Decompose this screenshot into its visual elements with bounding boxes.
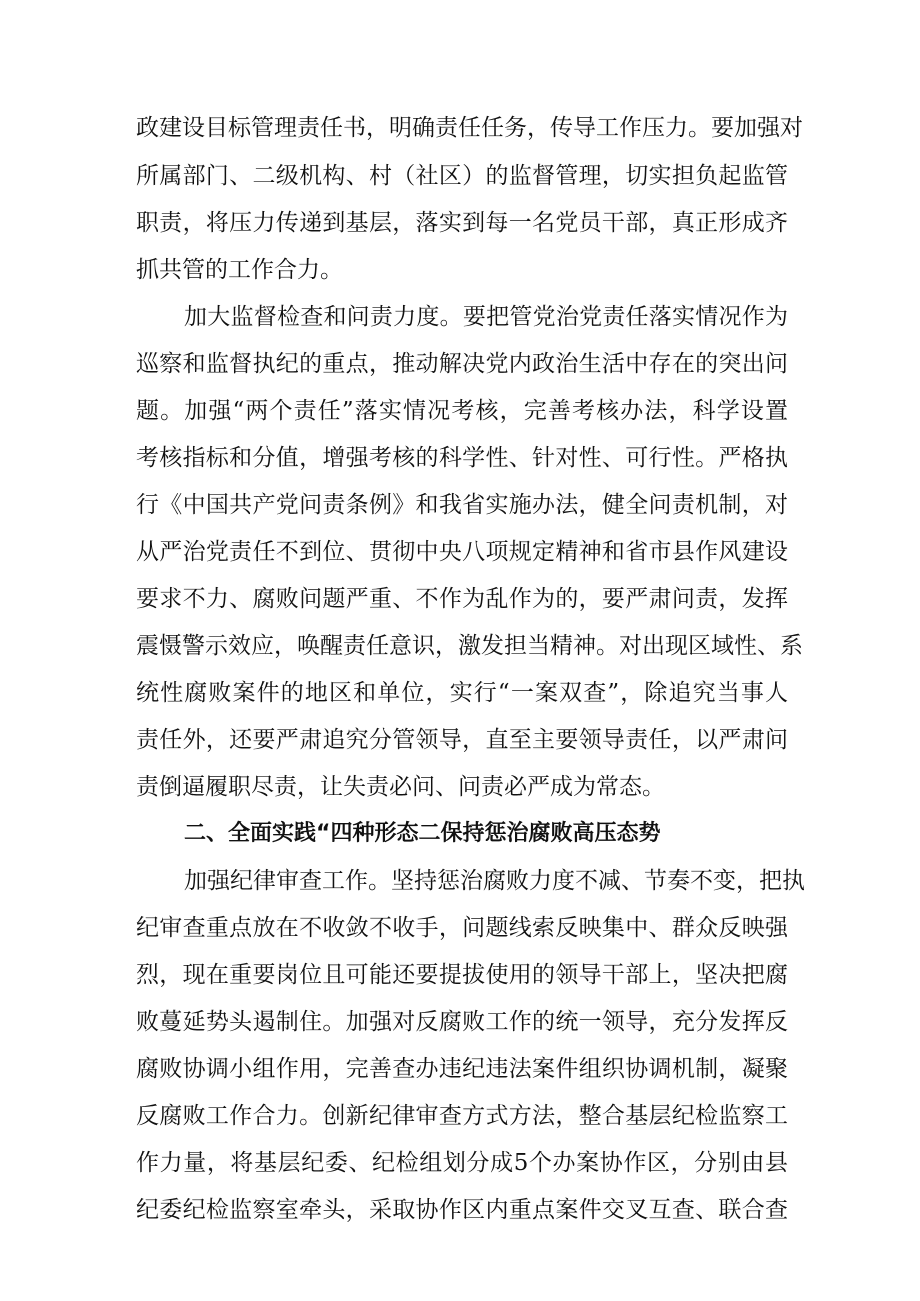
paragraph-line: 所属部门、二级机构、村（社区）的监督管理，切实担负起监管: [136, 163, 788, 189]
paragraph-line: 行《中国共产党问责条例》和我省实施办法，健全问责机制，对: [136, 492, 788, 518]
section-heading: 二、全面实践“四种形态二保持惩治腐败高压态势: [184, 821, 661, 846]
paragraph-line: 作力量，将基层纪委、纪检组划分成5个办案协作区，分别由县: [136, 1150, 788, 1176]
paragraph-line: 烈，现在重要岗位且可能还要提拔使用的领导干部上，坚决把腐: [136, 962, 788, 988]
paragraph-line: 从严治党责任不到位、贯彻中央八项规定精神和省市县作风建设: [136, 539, 788, 565]
paragraph-line: 职责，将压力传递到基层，落实到每一名党员干部，真正形成齐: [136, 210, 788, 236]
paragraph-line: 纪审查重点放在不收敛不收手，问题线索反映集中、群众反映强: [136, 915, 788, 941]
paragraph-line: 统性腐败案件的地区和单位，实行“一案双查”，除追究当事人: [136, 680, 788, 706]
paragraph-line: 加强纪律审查工作。坚持惩治腐败力度不减、节奏不变，把执: [184, 868, 805, 894]
paragraph-line: 腐败协调小组作用，完善查办违纪违法案件组织协调机制，凝聚: [136, 1056, 788, 1082]
paragraph-line: 题。加强“两个责任”落实情况考核，完善考核办法，科学设置: [136, 398, 788, 424]
paragraph-line: 反腐败工作合力。创新纪律审查方式方法，整合基层纪检监察工: [136, 1103, 788, 1129]
paragraph-line: 抓共管的工作合力。: [136, 257, 343, 283]
paragraph-line: 责倒逼履职尽责，让失责必问、问责必严成为常态。: [136, 774, 665, 800]
paragraph-line: 纪委纪检监察室牵头，采取协作区内重点案件交叉互查、联合查: [136, 1197, 788, 1223]
paragraph-line: 政建设目标管理责任书，明确责任任务，传导工作压力。要加强对: [136, 115, 803, 141]
paragraph-line: 要求不力、腐败问题严重、不作为乱作为的，要严肃问责，发挥: [136, 586, 788, 612]
paragraph-line: 加大监督检查和问责力度。要把管党治党责任落实情况作为: [184, 304, 788, 330]
paragraph-line: 责任外，还要严肃追究分管领导，直至主要领导责任，以严肃问: [136, 727, 788, 753]
paragraph-line: 败蔓延势头遏制住。加强对反腐败工作的统一领导，充分发挥反: [136, 1009, 788, 1035]
paragraph-line: 巡察和监督执纪的重点，推动解决党内政治生活中存在的突出问: [136, 351, 788, 377]
paragraph-line: 考核指标和分值，增强考核的科学性、针对性、可行性。严格执: [136, 445, 788, 471]
paragraph-line: 震慑警示效应，唤醒责任意识，激发担当精神。对出现区域性、系: [136, 633, 803, 659]
